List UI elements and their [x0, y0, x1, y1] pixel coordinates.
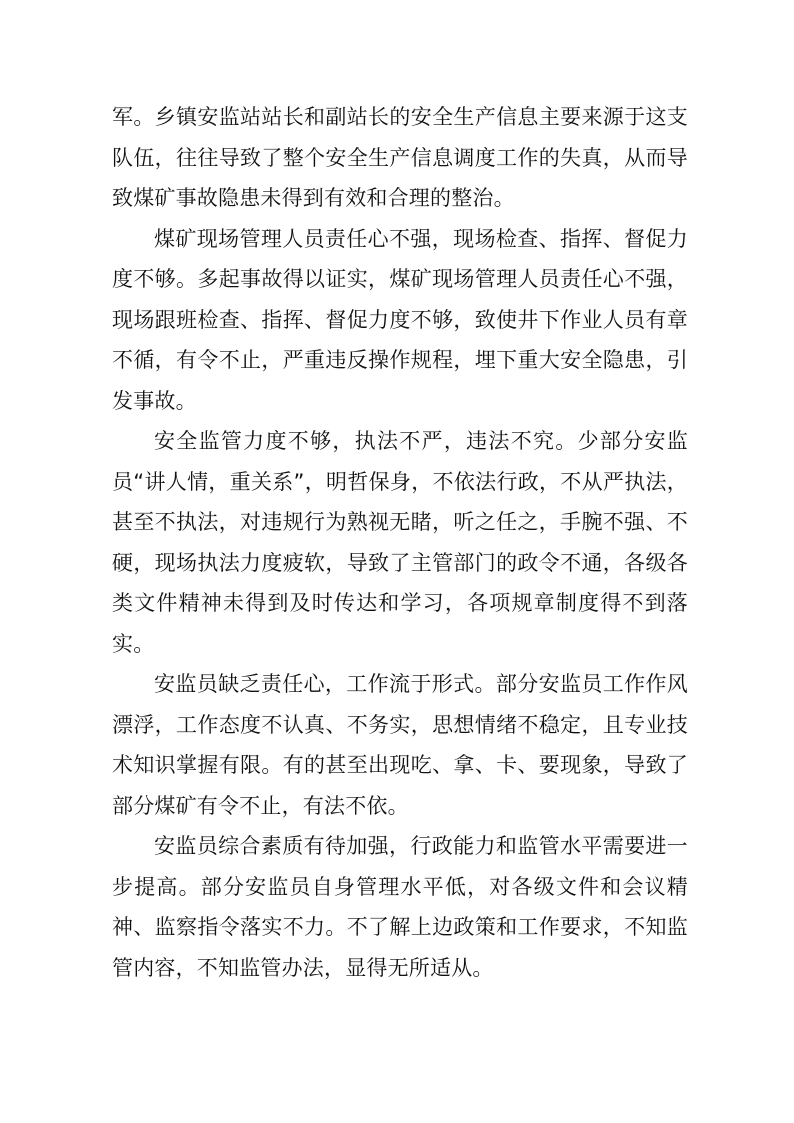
- paragraph-1: 军。乡镇安监站站长和副站长的安全生产信息主要来源于这支队伍，往往导致了整个安全生产信息调度工作的失真，从而导致煤矿事故隐患未得到有效和合理的整治。: [112, 105, 688, 210]
- paragraph-5: 安监员综合素质有待加强，行政能力和监管水平需要进一步提高。部分安监员自身管理水平低，对各级文件和会议精神、监察指令落实不力。不了解上边政策和工作要求，不知监管内容，不知监管办法，显得无所适从。: [112, 834, 688, 980]
- paragraph-2: 煤矿现场管理人员责任心不强，现场检查、指挥、督促力度不够。多起事故得以证实，煤矿现场管理人员责任心不强，现场跟班检查、指挥、督促力度不够，致使井下作业人员有章不循，有令不止，严重违反操作规程，埋下重大安全隐患，引发事故。: [112, 226, 688, 413]
- paragraph-4: 安监员缺乏责任心，工作流于形式。部分安监员工作作风漂浮，工作态度不认真、不务实，思想情绪不稳定，且专业技术知识掌握有限。有的甚至出现吃、拿、卡、要现象，导致了部分煤矿有令不止，有法不依。: [112, 672, 688, 818]
- document-body: [112, 97, 688, 988]
- paragraph-3: 安全监管力度不够，执法不严，违法不究。少部分安监员“讲人情，重关系”，明哲保身，不依法行政，不从严执法，甚至不执法，对违规行为熟视无睹，听之任之，手腕不强、不硬，现场执法力度疲软，导致了主管部门的政令不通，各级各类文件精神未得到及时传达和学习，各项规章制度得不到落实。: [112, 429, 688, 656]
